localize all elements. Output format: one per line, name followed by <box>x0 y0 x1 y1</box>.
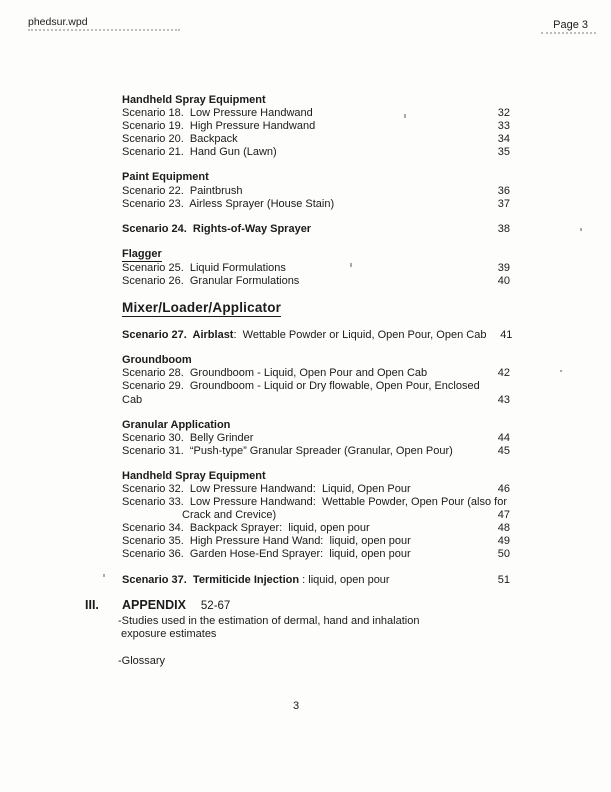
toc-section-flagger <box>122 248 510 288</box>
toc-entry <box>122 367 510 380</box>
toc-entry <box>122 146 510 159</box>
appendix-section <box>85 599 419 668</box>
toc-entry <box>122 107 510 120</box>
toc-entry-text: Scenario 28. Groundboom - Liquid, Open Pour and Open Cab <box>122 367 428 380</box>
toc-entry <box>122 574 510 587</box>
toc-entry-page: 39 <box>497 261 510 274</box>
toc-entry-text: Scenario 24. Rights-of-Way Sprayer <box>122 222 312 235</box>
section-heading: Handheld Spray Equipment <box>122 469 266 482</box>
toc-entry-page: 41 <box>500 329 513 342</box>
toc-entry <box>122 120 510 133</box>
appendix-notes <box>118 615 419 669</box>
toc-entry-page: 48 <box>497 522 510 535</box>
footer-page-number: 3 <box>292 700 300 712</box>
toc-entry-page: 42 <box>497 367 510 380</box>
section-heading: Paint Equipment <box>122 171 209 184</box>
toc-section-paint-equipment <box>122 171 510 210</box>
toc-entry <box>122 198 510 211</box>
appendix-note: -Studies used in the estimation of dermal, hand and inhalation <box>118 614 420 627</box>
section-heading: Flagger <box>122 248 510 262</box>
toc-entry-text: Scenario 29. Groundboom - Liquid or Dry flowable, Open Pour, Enclosed <box>122 380 480 393</box>
toc-entry <box>122 496 510 509</box>
scan-speck <box>560 370 562 372</box>
toc-section-handheld-spray-equipment-2 <box>122 470 510 562</box>
toc-entry-page: 33 <box>497 120 510 133</box>
appendix-page-range: 52-67 <box>200 600 231 612</box>
toc-entry-page: 37 <box>497 197 510 210</box>
section-heading: Mixer/Loader/Applicator <box>122 300 282 316</box>
toc-entry <box>122 380 510 393</box>
toc-entry-page: 50 <box>497 548 510 561</box>
toc-entry-page: 51 <box>497 573 510 586</box>
toc-entry <box>122 535 510 548</box>
appendix-title-row <box>85 599 419 614</box>
toc-entry-text: Scenario 26. Granular Formulations <box>122 275 300 288</box>
toc-entry-text: Scenario 27. Airblast: Wettable Powder or Liquid, Open Pour, Open Cab <box>122 329 487 342</box>
toc-entry-text: Scenario 18. Low Pressure Handwand <box>122 107 313 120</box>
toc-entry <box>122 275 510 288</box>
scan-artifact-under-filename <box>28 29 180 31</box>
toc-entry-page: 46 <box>497 482 510 495</box>
toc-entry-page: 49 <box>497 535 510 548</box>
appendix-note: exposure estimates <box>118 628 217 640</box>
toc-entry-page: 45 <box>497 444 510 457</box>
toc-entry-text: Scenario 21. Hand Gun (Lawn) <box>122 146 277 159</box>
appendix-numeral: III. <box>85 598 99 612</box>
section-heading: Handheld Spray Equipment <box>122 94 266 106</box>
toc-entry-page: 38 <box>497 222 510 235</box>
toc-entry <box>122 483 510 496</box>
toc-entry-page: 34 <box>497 133 510 146</box>
toc-entry-text: Crack and Crevice) <box>182 509 277 522</box>
toc-entry-continuation <box>122 509 510 522</box>
scan-speck <box>580 228 582 231</box>
scan-speck <box>404 114 406 118</box>
toc-entry-text: Scenario 25. Liquid Formulations <box>122 261 286 274</box>
toc-entry-text: Scenario 20. Backpack <box>122 133 238 146</box>
toc-entry-text: Scenario 22. Paintbrush <box>122 184 243 197</box>
toc-section-termiticide-injection <box>122 574 510 587</box>
toc-entry-text: Scenario 19. High Pressure Handwand <box>122 120 316 133</box>
scan-speck <box>103 574 105 577</box>
toc-entry-page: 32 <box>497 107 510 120</box>
toc-entry-text: Cab <box>122 393 143 406</box>
toc-entry <box>122 432 510 445</box>
toc-entry <box>122 185 510 198</box>
section-heading: Granular Application <box>122 418 231 431</box>
toc-entry <box>122 262 510 275</box>
toc-section-rights-of-way <box>122 223 510 236</box>
toc-entry-text: Scenario 36. Garden Hose-End Sprayer: liquid, open pour <box>122 548 411 561</box>
toc-entry-text: Scenario 23. Airless Sprayer (House Stain) <box>122 197 335 210</box>
toc-entry-text: Scenario 33. Low Pressure Handwand: Wettable Powder, Open Pour (also for <box>122 496 508 509</box>
toc-entry <box>122 445 510 458</box>
appendix-title: APPENDIX <box>122 598 186 612</box>
appendix-note: -Glossary <box>118 654 166 667</box>
toc-entry-page: 40 <box>497 275 510 288</box>
toc-entry-page: 44 <box>497 431 510 444</box>
toc-entry-page: 36 <box>497 184 510 197</box>
toc-entry-text: Scenario 34. Backpack Sprayer: liquid, open pour <box>122 522 370 535</box>
toc-entry <box>122 522 510 535</box>
toc-entry-page: 35 <box>497 146 510 159</box>
document-filename: phedsur.wpd <box>28 16 88 28</box>
toc-section-mixer-loader-applicator <box>122 300 510 317</box>
toc-entry-text: Scenario 37. Termiticide Injection : liquid, open pour <box>122 573 390 586</box>
toc-entry-text: Scenario 31. “Push-type” Granular Spreader (Granular, Open Pour) <box>122 444 453 457</box>
toc-entry-page: 47 <box>497 509 510 522</box>
section-heading: Groundboom <box>122 354 192 367</box>
toc-entry-continuation <box>122 394 510 407</box>
toc-entry <box>122 223 510 236</box>
toc-section-granular-application <box>122 419 510 458</box>
header-page-label: Page 3 <box>553 19 588 31</box>
toc-section-airblast <box>122 329 513 342</box>
toc-entry <box>122 548 510 561</box>
toc-entry-page: 43 <box>497 393 510 406</box>
toc-entry-text: Scenario 32. Low Pressure Handwand: Liquid, Open Pour <box>122 482 411 495</box>
toc-entry <box>122 329 513 342</box>
scan-artifact-under-page-label <box>541 32 596 34</box>
toc-section-handheld-spray-equipment <box>122 94 510 159</box>
toc-section-groundboom <box>122 354 510 406</box>
scan-speck <box>350 263 352 267</box>
toc-entry-text: Scenario 30. Belly Grinder <box>122 431 254 444</box>
toc-entry <box>122 133 510 146</box>
table-of-contents <box>122 94 513 599</box>
toc-entry-text: Scenario 35. High Pressure Hand Wand: liquid, open pour <box>122 535 411 548</box>
